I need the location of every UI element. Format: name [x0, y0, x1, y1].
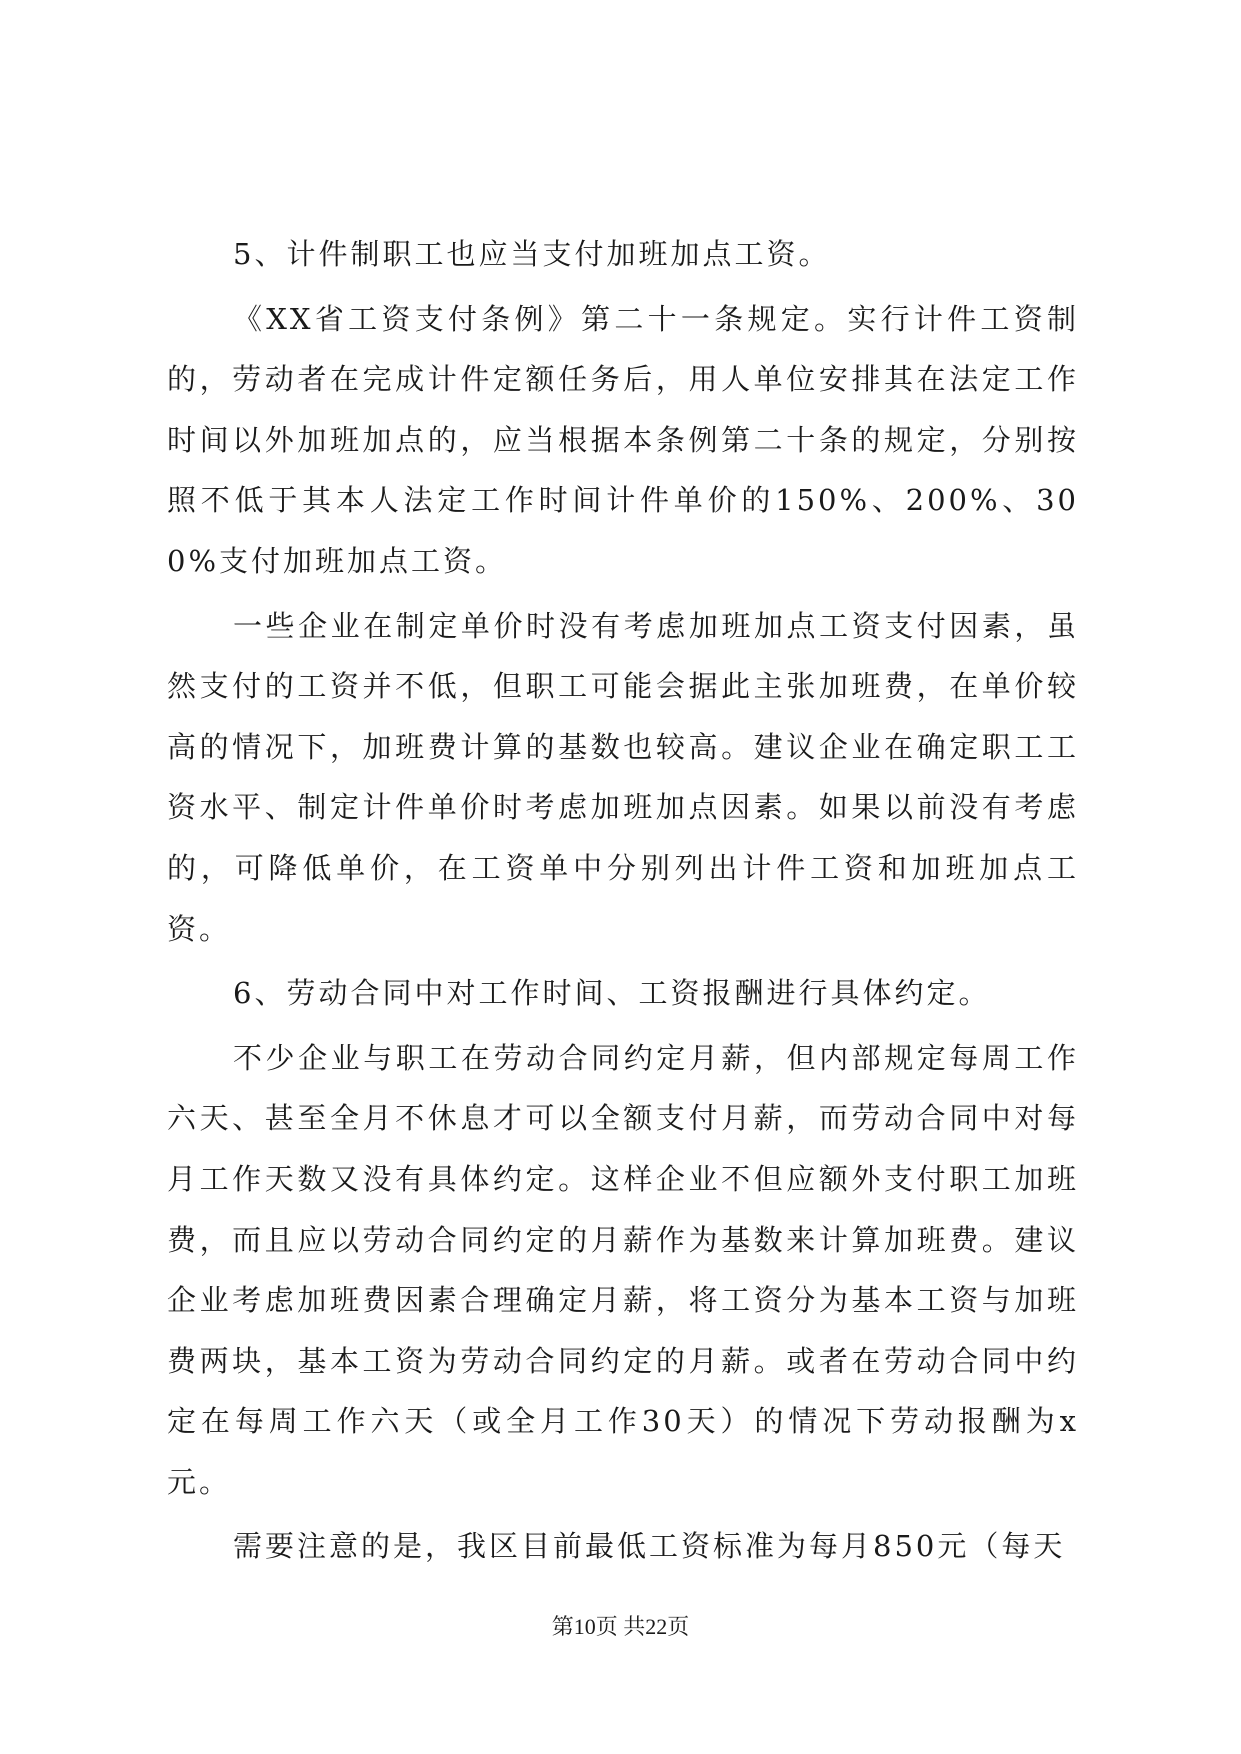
paragraph-regulation-article-21: 《XX省工资支付条例》第二十一条规定。实行计件工资制的，劳动者在完成计件定额任务后，用人单位安排其在法定工作时间以外加班加点的，应当根据本条例第二十条的规定，分别按照不低于其本人法定工作时间计件单价的150%、200%、300%支付加班加点工资。 [167, 301, 1079, 578]
paragraph-monthly-salary-advice: 不少企业与职工在劳动合同约定月薪，但内部规定每周工作六天、甚至全月不休息才可以全额支付月薪，而劳动合同中对每月工作天数又没有具体约定。这样企业不但应额外支付职工加班费，而且应以劳动合同约定的月薪作为基数来计算加班费。建议企业考虑加班费因素合理确定月薪，将工资分为基本工资与加班费两块，基本工资为劳动合同约定的月薪。或者在劳动合同中约定在每周工作六天（或全月工作30天）的情况下劳动报酬为x元。 [167, 1040, 1079, 1499]
paragraph-piece-rate-advice: 一些企业在制定单价时没有考虑加班加点工资支付因素，虽然支付的工资并不低，但职工可能会据此主张加班费，在单价较高的情况下，加班费计算的基数也较高。建议企业在确定职工工资水平、制定计件单价时考虑加班加点因素。如果以前没有考虑的，可降低单价，在工资单中分别列出计件工资和加班加点工资。 [167, 608, 1079, 946]
paragraph-minimum-wage-note: 需要注意的是，我区目前最低工资标准为每月850元（每天 [233, 1529, 1066, 1564]
paragraph-item-6-heading: 6、劳动合同中对工作时间、工资报酬进行具体约定。 [233, 976, 991, 1011]
document-body [167, 224, 1079, 1577]
paragraph-item-5-heading: 5、计件制职工也应当支付加班加点工资。 [233, 237, 831, 271]
page-footer: 第10页 共22页 [551, 1614, 690, 1639]
